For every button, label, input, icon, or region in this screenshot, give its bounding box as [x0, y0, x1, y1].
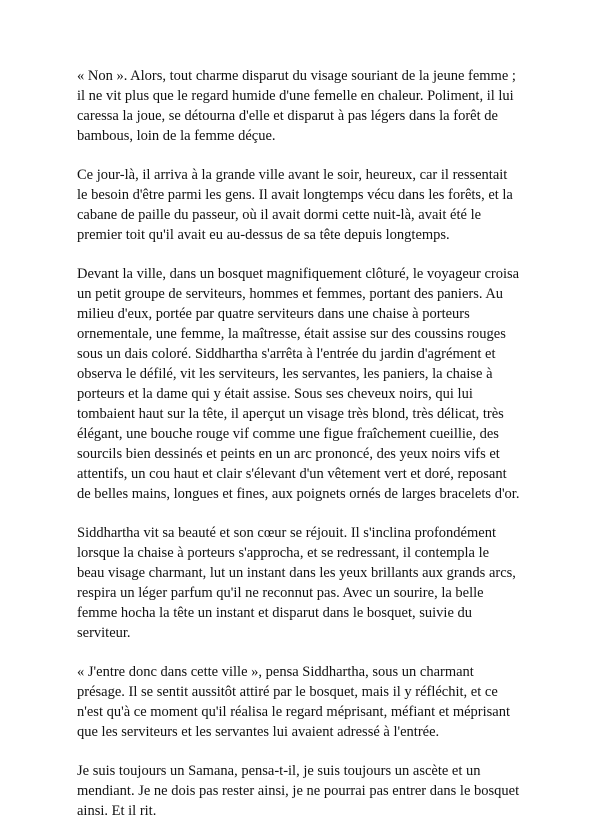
text-line: porteurs et la dame qui y était assise. Sous ses cheveux noirs, qui lui [77, 386, 473, 402]
text-line: respira un léger parfum qu'il ne reconnut pas. Avec un sourire, la belle [77, 585, 484, 601]
text-line: tombaient haut sur la tête, il aperçut un visage très blond, très délicat, très [77, 406, 504, 422]
paragraph-5 [77, 662, 531, 742]
text-line: ornementale, une femme, la maîtresse, était assise sur des coussins rouges [77, 326, 506, 342]
text-line: ainsi. Et il rit. [77, 803, 157, 819]
text-line: Ce jour-là, il arriva à la grande ville avant le soir, heureux, car il ressentait [77, 167, 508, 183]
text-line: milieu d'eux, portée par quatre serviteurs dans une chaise à porteurs [77, 306, 470, 322]
text-line: observa le défilé, vit les serviteurs, les servantes, les paniers, la chaise à [77, 366, 493, 382]
text-line: serviteur. [77, 625, 131, 641]
paragraph-1 [77, 66, 531, 146]
paragraph-3 [77, 264, 531, 504]
text-line: Siddhartha vit sa beauté et son cœur se réjouit. Il s'inclina profondément [77, 525, 496, 541]
text-line: bambous, loin de la femme déçue. [77, 128, 276, 144]
text-line: attentifs, un cou haut et clair s'élevant d'un vêtement vert et doré, reposant [77, 466, 507, 482]
document-body [77, 66, 531, 840]
text-line: premier toit qu'il avait eu au-dessus de sa tête depuis longtemps. [77, 227, 450, 243]
text-line: mendiant. Je ne dois pas rester ainsi, je ne pourrai pas entrer dans le bosquet [77, 783, 520, 799]
text-line: Devant la ville, dans un bosquet magnifiquement clôturé, le voyageur croisa [77, 266, 520, 282]
text-line: Je suis toujours un Samana, pensa-t-il, je suis toujours un ascète et un [77, 763, 481, 779]
paragraph-4 [77, 523, 531, 643]
text-line: il ne vit plus que le regard humide d'une femelle en chaleur. Poliment, il lui [77, 88, 514, 104]
text-line: le besoin d'être parmi les gens. Il avait longtemps vécu dans les forêts, et la [77, 187, 513, 203]
text-line: lorsque la chaise à porteurs s'approcha, et se redressant, il contempla le [77, 545, 490, 561]
text-line: beau visage charmant, lut un instant dans les yeux brillants aux grands arcs, [77, 565, 516, 581]
text-line: femme hocha la tête un instant et disparut dans le bosquet, suivie du [77, 605, 473, 621]
text-line: caressa la joue, se détourna d'elle et disparut à pas légers dans la forêt de [77, 108, 498, 124]
paragraph-2 [77, 165, 531, 245]
text-line: sous un dais coloré. Siddhartha s'arrêta à l'entrée du jardin d'agrément et [77, 346, 496, 362]
text-line: que les serviteurs et les servantes lui avaient adressé à l'entrée. [77, 724, 440, 740]
text-line: sourcils bien dessinés et peints en un arc prononcé, des yeux noirs vifs et [77, 446, 500, 462]
text-line: présage. Il se sentit aussitôt attiré par le bosquet, mais il y réfléchit, et ce [77, 684, 498, 700]
text-line: « Non ». Alors, tout charme disparut du visage souriant de la jeune femme ; [77, 68, 516, 84]
text-line: n'est qu'à ce moment qu'il réalisa le regard méprisant, méfiant et méprisant [77, 704, 511, 720]
text-line: de belles mains, longues et fines, aux poignets ornés de larges bracelets d'or. [77, 486, 520, 502]
paragraph-6 [77, 761, 531, 821]
text-line: un petit groupe de serviteurs, hommes et femmes, portant des paniers. Au [77, 286, 504, 302]
text-line: élégant, une bouche rouge vif comme une figue fraîchement cueillie, des [77, 426, 499, 442]
text-line: « J'entre donc dans cette ville », pensa Siddhartha, sous un charmant [77, 664, 474, 680]
text-line: cabane de paille du passeur, où il avait dormi cette nuit-là, avait été le [77, 207, 482, 223]
